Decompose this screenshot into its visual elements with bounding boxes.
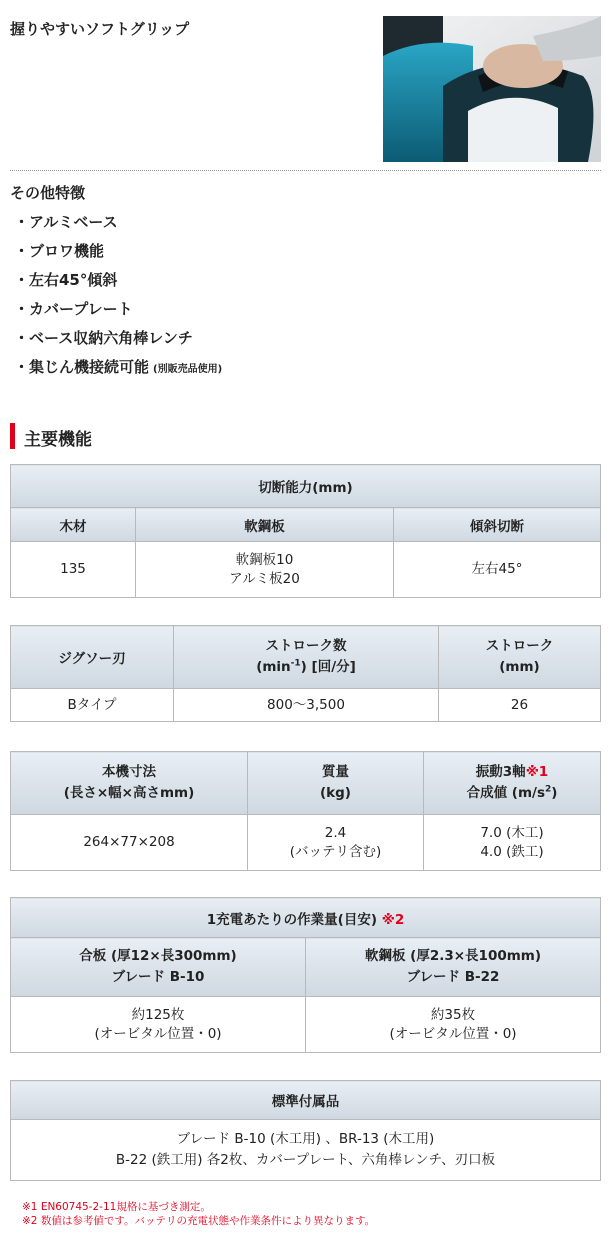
table-cell: 26 (439, 689, 601, 722)
header-line: (長さ×幅×高さmm) (63, 785, 195, 801)
cell-line: 7.0 (木工) (480, 824, 544, 841)
header-line (424, 762, 600, 783)
cell-line: 4.0 (鉄工) (480, 843, 544, 860)
column-header (11, 938, 306, 997)
header-line: 本機寸法 (102, 764, 156, 780)
header-line: (kg) (320, 785, 351, 801)
table-cell (248, 815, 424, 871)
feature-item: ・ブロワ機能 (14, 242, 105, 260)
feature-item (10, 357, 222, 377)
table-header: 標準付属品 (11, 1081, 601, 1120)
column-header (439, 626, 601, 689)
header-line: 合板 (厚12×長300mm) (79, 948, 237, 964)
divider (10, 170, 601, 171)
cell-line: アルミ板20 (229, 570, 300, 587)
unit-superscript: -1 (290, 658, 301, 669)
footnote-mark: ※1 (525, 764, 549, 780)
table-cell (136, 542, 394, 598)
footnotes (22, 1200, 375, 1228)
column-header: 軟鋼板 (136, 508, 394, 542)
accessories-table (10, 1080, 601, 1181)
header-line (174, 657, 438, 678)
table-cell (306, 997, 601, 1053)
grip-title: 握りやすいソフトグリップ (10, 20, 190, 38)
table-header (11, 898, 601, 938)
header-line: ブレード B-22 (406, 969, 500, 985)
feature-item: ・左右45°傾斜 (14, 271, 118, 289)
section-title-text: 主要機能 (24, 430, 92, 450)
table-header: 切断能力(mm) (11, 465, 601, 508)
unit-superscript: 2 (544, 784, 552, 795)
features-title: その他特徴 (10, 184, 86, 202)
cell-line: 約35枚 (430, 1006, 476, 1023)
feature-item-label: ・集じん機接続可能 (14, 358, 150, 376)
header-line (424, 783, 600, 804)
table-cell (11, 1120, 601, 1181)
unit-text: (min (256, 659, 291, 675)
column-header (306, 938, 601, 997)
stroke-table (10, 625, 601, 722)
column-header: ジグソー刃 (11, 626, 174, 689)
work-per-charge-table (10, 897, 601, 1053)
table-cell: Bタイプ (11, 689, 174, 722)
table-cell (424, 815, 601, 871)
feature-note: (別販売品使用) (153, 364, 223, 375)
column-header (11, 752, 248, 815)
cell-line: (バッテリ含む) (289, 843, 382, 860)
column-header (424, 752, 601, 815)
unit-text: 合成値 (m/s (466, 785, 545, 801)
column-header (174, 626, 439, 689)
header-line: (mm) (499, 659, 540, 675)
soft-grip-photo (383, 16, 601, 162)
cell-line: (オービタル位置・0) (94, 1025, 222, 1042)
section-title-bar (10, 423, 15, 449)
table-cell: 左右45° (394, 542, 601, 598)
cell-line: (オービタル位置・0) (389, 1025, 517, 1042)
cutting-capacity-table (10, 464, 601, 598)
header-text: 振動3軸 (475, 764, 526, 780)
table-cell: 800～3,500 (174, 689, 439, 722)
feature-item: ・ベース収納六角棒レンチ (14, 329, 193, 347)
soft-grip-illustration (383, 16, 601, 162)
header-line: 軟鋼板 (厚2.3×長100mm) (364, 948, 542, 964)
column-header: 木材 (11, 508, 136, 542)
footnote-mark: ※2 (381, 911, 405, 928)
unit-text: ) [回/分] (300, 659, 356, 675)
unit-text: ) (551, 785, 558, 801)
header-line: ストローク数 (265, 638, 347, 654)
column-header: 傾斜切断 (394, 508, 601, 542)
column-header (248, 752, 424, 815)
feature-item: ・アルミベース (14, 213, 118, 231)
cell-line: B-22 (鉄工用) 各2枚、カバープレート、六角棒レンチ、刃口板 (115, 1152, 496, 1168)
features-list (10, 183, 222, 386)
feature-item: ・カバープレート (14, 300, 133, 318)
table-cell: 264×77×208 (11, 815, 248, 871)
cell-line: 約125枚 (131, 1006, 185, 1023)
cell-line: 軟鋼板10 (235, 551, 294, 568)
header-line: 質量 (322, 764, 349, 780)
cell-line: ブレード B-10 (木工用) 、BR-13 (木工用) (176, 1131, 435, 1147)
header-line: ストローク (485, 638, 554, 654)
table-cell: 135 (11, 542, 136, 598)
dimensions-table (10, 751, 601, 871)
table-cell (11, 997, 306, 1053)
header-text: 1充電あたりの作業量(目安) (206, 911, 377, 928)
cell-line: 2.4 (324, 824, 347, 841)
footnote: ※2 数値は参考値です。バッテリの充電状態や作業条件により異なります。 (22, 1215, 376, 1227)
footnote: ※1 EN60745-2-11規格に基づき測定。 (22, 1201, 211, 1213)
header-line: ブレード B-10 (111, 969, 205, 985)
